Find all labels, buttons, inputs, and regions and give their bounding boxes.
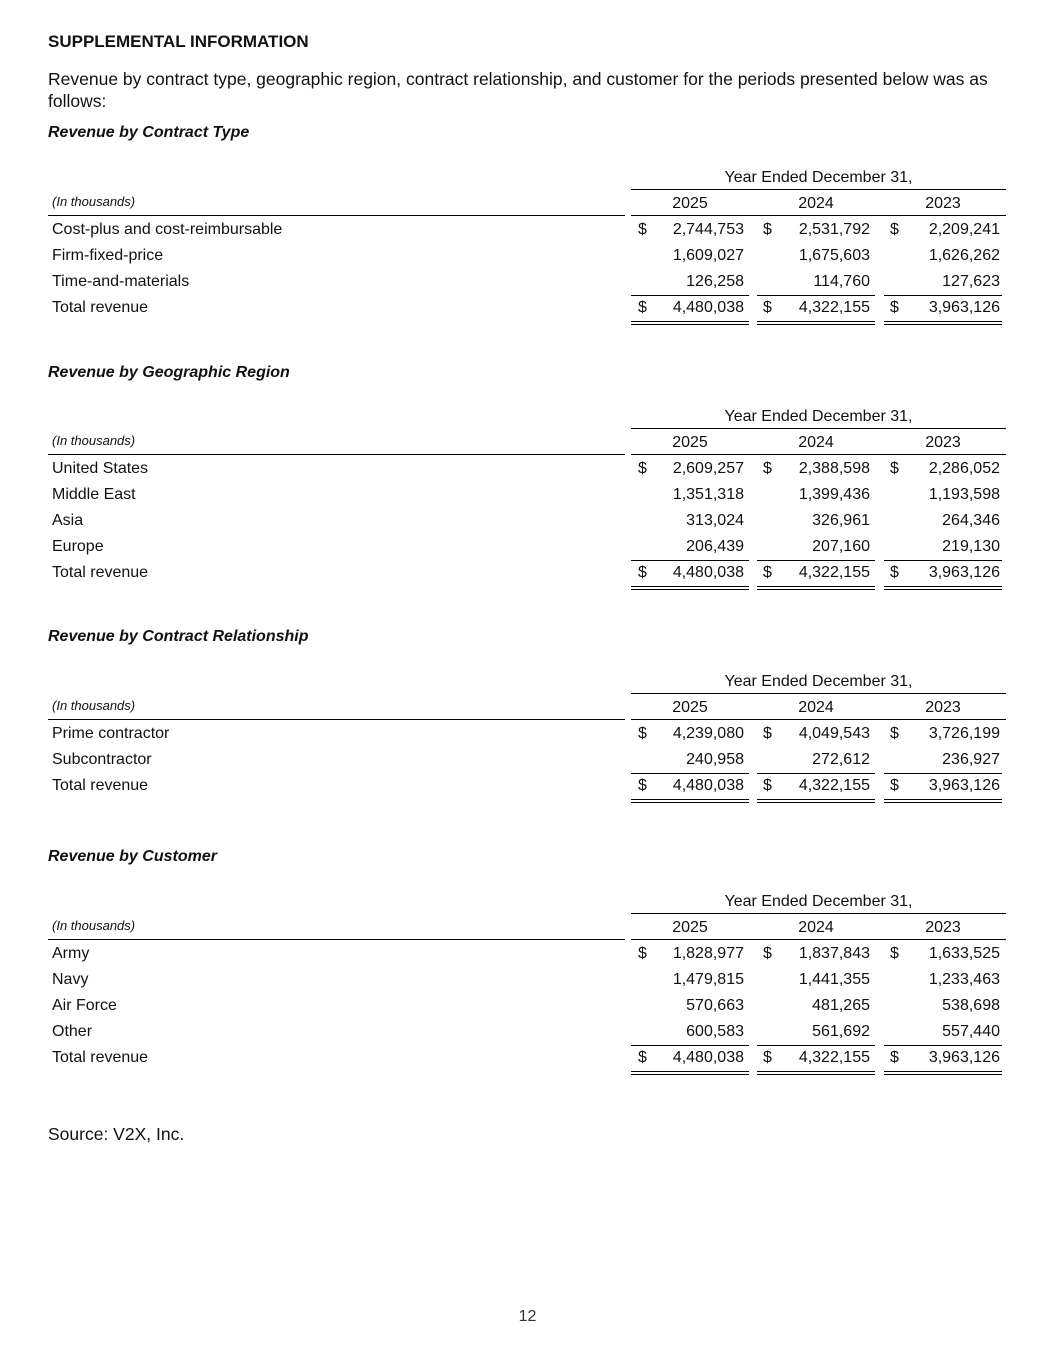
subtotal-rule xyxy=(884,560,1002,561)
subtotal-rule xyxy=(631,773,749,774)
table-row xyxy=(48,721,1008,747)
cell-value: 1,399,436 xyxy=(798,486,870,503)
cell-value: 4,480,038 xyxy=(672,1049,744,1066)
cell-value: 3,963,126 xyxy=(928,777,1000,794)
table-row xyxy=(48,941,1008,967)
source-note: Source: V2X, Inc. xyxy=(48,1124,185,1144)
table-row xyxy=(48,269,1008,295)
table-title: Revenue by Customer xyxy=(48,848,217,865)
cell-value: 600,583 xyxy=(686,1023,744,1040)
cell-value: 326,961 xyxy=(812,512,870,529)
cell-value: 264,346 xyxy=(942,512,1000,529)
table-row xyxy=(48,243,1008,269)
total-row xyxy=(48,295,1008,321)
table-row xyxy=(48,217,1008,243)
row-label: Cost-plus and cost-reimbursable xyxy=(52,221,283,238)
subtotal-rule xyxy=(757,295,875,296)
row-label: Total revenue xyxy=(52,299,149,316)
cell-value: 4,322,155 xyxy=(798,299,870,316)
header-rule xyxy=(48,719,625,720)
subtotal-rule xyxy=(757,1045,875,1046)
total-row xyxy=(48,773,1008,799)
table-row xyxy=(48,482,1008,508)
cell-value: 114,760 xyxy=(813,273,870,290)
cell-value: 1,193,598 xyxy=(928,486,1000,503)
total-double-rule xyxy=(631,799,749,803)
row-label: Total revenue xyxy=(52,777,149,794)
year-column-header: 2024 xyxy=(798,919,834,936)
cell-value: 3,963,126 xyxy=(928,299,1000,316)
year-column-header: 2025 xyxy=(672,434,708,451)
table-row xyxy=(48,1019,1008,1045)
year-column-header: 2024 xyxy=(798,699,834,716)
table-row xyxy=(48,534,1008,560)
total-double-rule xyxy=(757,799,875,803)
cell-value: 1,233,463 xyxy=(928,971,1000,988)
subtotal-rule xyxy=(884,1045,1002,1046)
row-label: Army xyxy=(52,945,90,962)
cell-value: 1,633,525 xyxy=(928,945,1000,962)
period-header: Year Ended December 31, xyxy=(724,893,913,910)
cell-value: 4,322,155 xyxy=(798,1049,870,1066)
cell-value: 1,828,977 xyxy=(672,945,744,962)
currency-symbol: $ xyxy=(763,725,772,742)
year-column-header: 2023 xyxy=(925,919,961,936)
cell-value: 1,837,843 xyxy=(798,945,870,962)
cell-value: 1,479,815 xyxy=(672,971,744,988)
cell-value: 1,675,603 xyxy=(798,247,870,264)
header-rule xyxy=(631,939,1006,940)
table-row xyxy=(48,508,1008,534)
row-label: Total revenue xyxy=(52,564,149,581)
cell-value: 313,024 xyxy=(686,512,744,529)
cell-value: 207,160 xyxy=(812,538,870,555)
total-double-rule xyxy=(631,586,749,590)
year-column-header: 2025 xyxy=(672,919,708,936)
subtotal-rule xyxy=(631,560,749,561)
total-double-rule xyxy=(757,321,875,325)
currency-symbol: $ xyxy=(638,460,647,477)
unit-label: (In thousands) xyxy=(52,433,136,448)
currency-symbol: $ xyxy=(763,564,772,581)
table-title: Revenue by Contract Relationship xyxy=(48,628,309,645)
cell-value: 538,698 xyxy=(942,997,1000,1014)
cell-value: 4,480,038 xyxy=(672,564,744,581)
currency-symbol: $ xyxy=(763,945,772,962)
cell-value: 4,480,038 xyxy=(672,777,744,794)
currency-symbol: $ xyxy=(763,299,772,316)
table-title: Revenue by Geographic Region xyxy=(48,364,290,381)
cell-value: 1,609,027 xyxy=(672,247,744,264)
period-header: Year Ended December 31, xyxy=(724,408,913,425)
row-label: Time-and-materials xyxy=(52,273,190,290)
currency-symbol: $ xyxy=(890,945,899,962)
unit-label: (In thousands) xyxy=(52,194,136,209)
header-rule xyxy=(631,454,1006,455)
total-double-rule xyxy=(884,321,1002,325)
row-label: United States xyxy=(52,460,149,477)
page-number: 12 xyxy=(518,1308,537,1325)
currency-symbol: $ xyxy=(890,564,899,581)
row-label: Air Force xyxy=(52,997,117,1014)
year-column-header: 2023 xyxy=(925,195,961,212)
cell-value: 2,531,792 xyxy=(798,221,870,238)
cell-value: 126,258 xyxy=(686,273,744,290)
period-header-rule xyxy=(631,189,1006,190)
cell-value: 240,958 xyxy=(686,751,744,768)
currency-symbol: $ xyxy=(638,221,647,238)
total-double-rule xyxy=(631,321,749,325)
row-label: Europe xyxy=(52,538,104,555)
table-row xyxy=(48,993,1008,1019)
cell-value: 219,130 xyxy=(942,538,1000,555)
cell-value: 236,927 xyxy=(942,751,1000,768)
currency-symbol: $ xyxy=(763,777,772,794)
currency-symbol: $ xyxy=(638,564,647,581)
cell-value: 272,612 xyxy=(812,751,870,768)
cell-value: 1,441,355 xyxy=(798,971,870,988)
currency-symbol: $ xyxy=(638,1049,647,1066)
subtotal-rule xyxy=(884,295,1002,296)
header-rule xyxy=(631,719,1006,720)
period-header: Year Ended December 31, xyxy=(724,169,913,186)
period-header-rule xyxy=(631,428,1006,429)
period-header-rule xyxy=(631,693,1006,694)
currency-symbol: $ xyxy=(638,725,647,742)
currency-symbol: $ xyxy=(890,725,899,742)
currency-symbol: $ xyxy=(638,945,647,962)
table-row xyxy=(48,747,1008,773)
cell-value: 2,609,257 xyxy=(672,460,744,477)
cell-value: 570,663 xyxy=(686,997,744,1014)
currency-symbol: $ xyxy=(763,221,772,238)
cell-value: 3,963,126 xyxy=(928,564,1000,581)
currency-symbol: $ xyxy=(890,777,899,794)
cell-value: 1,351,318 xyxy=(672,486,744,503)
header-rule xyxy=(631,215,1006,216)
year-column-header: 2023 xyxy=(925,699,961,716)
row-label: Firm-fixed-price xyxy=(52,247,164,264)
currency-symbol: $ xyxy=(638,299,647,316)
cell-value: 127,623 xyxy=(942,273,1000,290)
subtotal-rule xyxy=(757,560,875,561)
total-double-rule xyxy=(631,1071,749,1075)
currency-symbol: $ xyxy=(763,460,772,477)
cell-value: 4,322,155 xyxy=(798,564,870,581)
year-column-header: 2025 xyxy=(672,195,708,212)
cell-value: 557,440 xyxy=(942,1023,1000,1040)
section-heading: SUPPLEMENTAL INFORMATION xyxy=(48,32,309,51)
row-label: Prime contractor xyxy=(52,725,170,742)
table-row xyxy=(48,967,1008,993)
row-label: Navy xyxy=(52,971,89,988)
total-row xyxy=(48,560,1008,586)
cell-value: 2,744,753 xyxy=(672,221,744,238)
currency-symbol: $ xyxy=(890,299,899,316)
currency-symbol: $ xyxy=(890,460,899,477)
row-label: Middle East xyxy=(52,486,136,503)
total-double-rule xyxy=(884,799,1002,803)
period-header-rule xyxy=(631,913,1006,914)
total-double-rule xyxy=(884,586,1002,590)
intro-paragraph: Revenue by contract type, geographic region, contract relationship, and customer for the periods presented below was as follows: xyxy=(48,69,988,111)
year-column-header: 2024 xyxy=(798,195,834,212)
row-label: Other xyxy=(52,1023,93,1040)
subtotal-rule xyxy=(757,773,875,774)
header-rule xyxy=(48,454,625,455)
total-double-rule xyxy=(884,1071,1002,1075)
subtotal-rule xyxy=(631,295,749,296)
currency-symbol: $ xyxy=(763,1049,772,1066)
cell-value: 4,480,038 xyxy=(672,299,744,316)
year-column-header: 2023 xyxy=(925,434,961,451)
subtotal-rule xyxy=(631,1045,749,1046)
currency-symbol: $ xyxy=(890,1049,899,1066)
table-title: Revenue by Contract Type xyxy=(48,124,250,141)
cell-value: 4,322,155 xyxy=(798,777,870,794)
currency-symbol: $ xyxy=(890,221,899,238)
table-row xyxy=(48,456,1008,482)
cell-value: 206,439 xyxy=(686,538,744,555)
header-rule xyxy=(48,215,625,216)
header-rule xyxy=(48,939,625,940)
year-column-header: 2024 xyxy=(798,434,834,451)
total-double-rule xyxy=(757,586,875,590)
currency-symbol: $ xyxy=(638,777,647,794)
cell-value: 481,265 xyxy=(812,997,870,1014)
cell-value: 4,239,080 xyxy=(672,725,744,742)
total-row xyxy=(48,1045,1008,1071)
row-label: Subcontractor xyxy=(52,751,152,768)
cell-value: 3,726,199 xyxy=(928,725,1000,742)
total-double-rule xyxy=(757,1071,875,1075)
cell-value: 2,286,052 xyxy=(928,460,1000,477)
subtotal-rule xyxy=(884,773,1002,774)
cell-value: 3,963,126 xyxy=(928,1049,1000,1066)
cell-value: 561,692 xyxy=(812,1023,870,1040)
cell-value: 2,388,598 xyxy=(798,460,870,477)
cell-value: 1,626,262 xyxy=(928,247,1000,264)
row-label: Total revenue xyxy=(52,1049,149,1066)
cell-value: 4,049,543 xyxy=(798,725,870,742)
row-label: Asia xyxy=(52,512,84,529)
year-column-header: 2025 xyxy=(672,699,708,716)
cell-value: 2,209,241 xyxy=(928,221,1000,238)
unit-label: (In thousands) xyxy=(52,698,136,713)
period-header: Year Ended December 31, xyxy=(724,673,913,690)
unit-label: (In thousands) xyxy=(52,918,136,933)
